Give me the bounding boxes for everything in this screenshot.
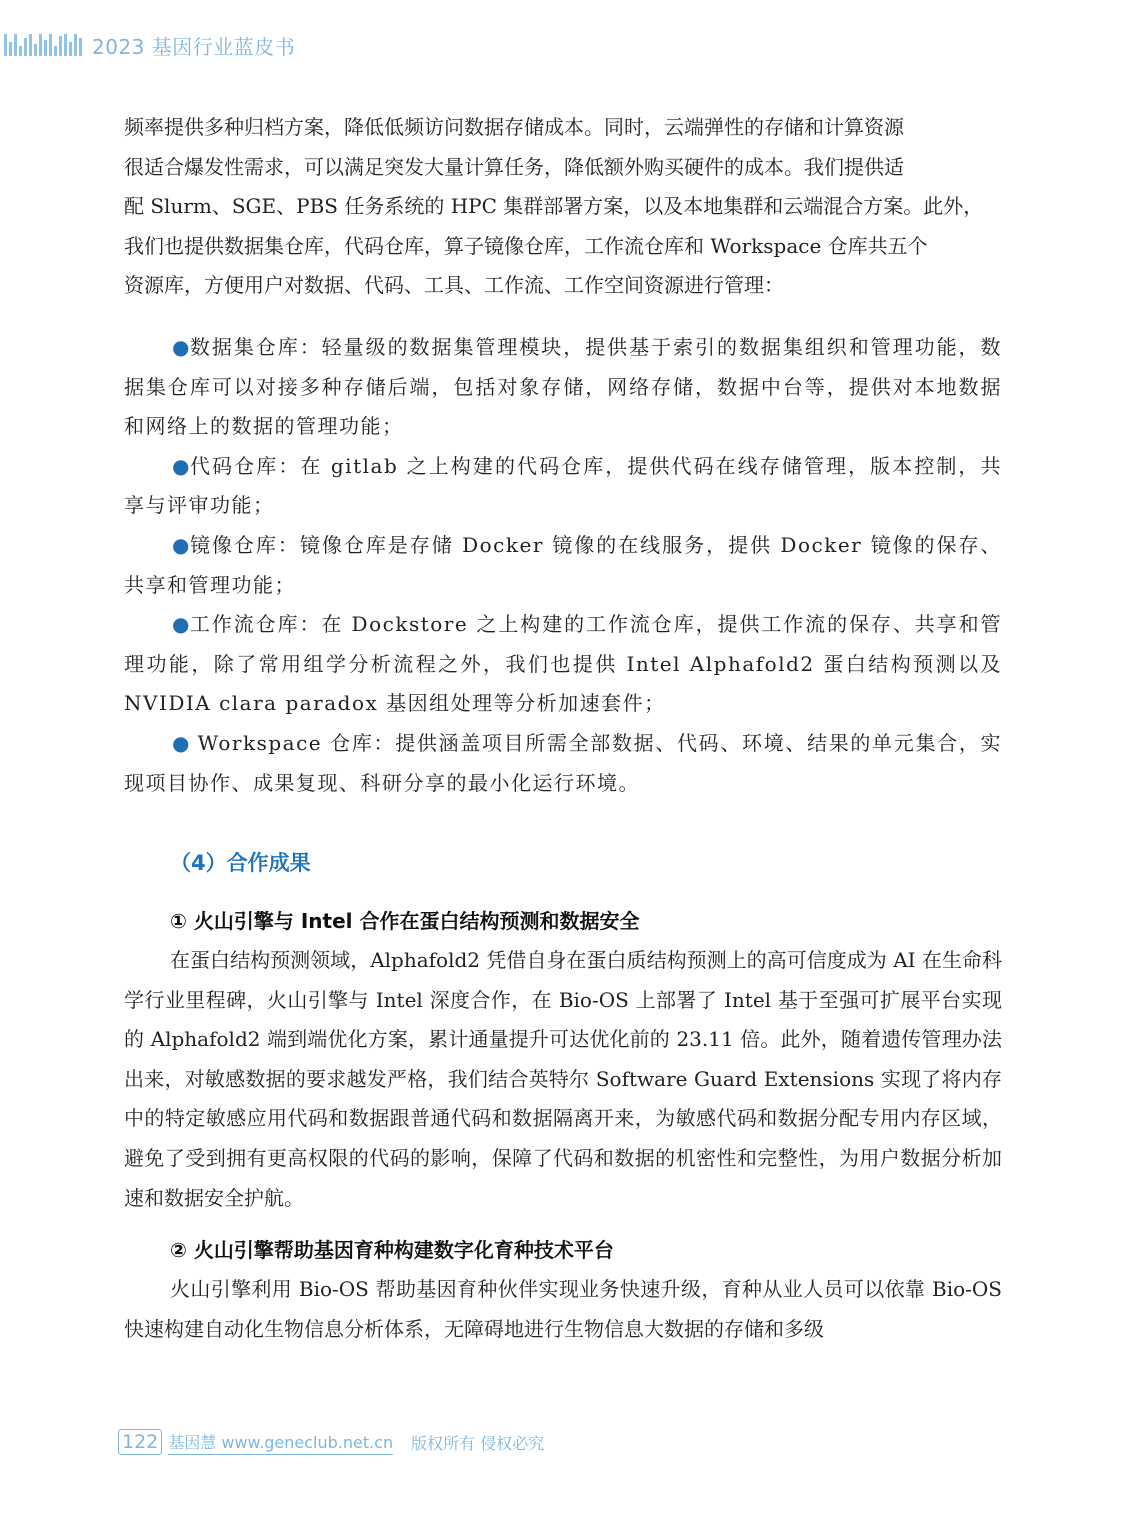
list-item (124, 328, 1002, 447)
intro-line: 配 Slurm、SGE、PBS 任务系统的 HPC 集群部署方案，以及本地集群和云端混合方案。此外， (124, 194, 984, 219)
list-item-text: 代码仓库：在 gitlab 之上构建的代码仓库，提供代码在线存储管理，版本控制，共享与评审功能； (124, 453, 1003, 518)
footer-site-link[interactable]: 基因慧 www.geneclub.net.cn (168, 1430, 393, 1455)
intro-line: 资源库，方便用户对数据、代码、工具、工作流、工作空间资源进行管理： (124, 273, 784, 298)
list-item-text: Workspace 仓库：提供涵盖项目所需全部数据、代码、环境、结果的单元集合，实现项目协作、成果复现、科研分享的最小化运行环境。 (124, 730, 1002, 795)
case-heading: ① 火山引擎与 Intel 合作在蛋白结构预测和数据安全 (170, 909, 640, 934)
running-header-title: 2023 基因行业蓝皮书 (92, 34, 296, 59)
page-body (124, 108, 1002, 1349)
page-header (0, 30, 295, 60)
intro-paragraph (124, 108, 1002, 306)
list-item (124, 605, 1002, 724)
list-item (124, 526, 1002, 605)
page-footer (118, 1428, 544, 1456)
section-heading: （4）合作成果 (170, 851, 311, 876)
repository-list (124, 328, 1002, 803)
list-item-text: 数据集仓库：轻量级的数据集管理模块，提供基于索引的数据集组织和管理功能，数据集仓库可以对接多种存储后端，包括对象存储，网络存储，数据中台等，提供对本地数据和网络上的数据的管理功能； (124, 334, 1003, 439)
list-item (124, 447, 1002, 526)
bullet-dot-icon: ● (172, 612, 190, 637)
bullet-dot-icon: ● (172, 532, 190, 557)
list-item-text: 工作流仓库：在 Dockstore 之上构建的工作流仓库，提供工作流的保存、共享和管理功能，除了常用组学分析流程之外，我们也提供 Intel Alphafold2 蛋白结构预测以及 NVIDIA clara paradox 基因组处理等分析加速套件； (124, 612, 1002, 716)
bullet-dot-icon: ● (172, 730, 190, 755)
bullet-dot-icon: ● (172, 453, 191, 478)
case-heading: ② 火山引擎帮助基因育种构建数字化育种技术平台 (170, 1238, 614, 1263)
case-body: 火山引擎利用 Bio-OS 帮助基因育种伙伴实现业务快速升级，育种从业人员可以依靠 Bio-OS 快速构建自动化生物信息分析体系，无障碍地进行生物信息大数据的存储和多级 (124, 1277, 1002, 1341)
list-item-text: 镜像仓库：镜像仓库是存储 Docker 镜像的在线服务，提供 Docker 镜像的保存、共享和管理功能； (124, 532, 1002, 597)
bullet-dot-icon: ● (172, 334, 190, 359)
case-body: 在蛋白结构预测领域，Alphafold2 凭借自身在蛋白质结构预测上的高可信度成为 AI 在生命科学行业里程碑，火山引擎与 Intel 深度合作，在 Bio-OS 上部署了 Intel 基于至强可扩展平台实现的 Alphafold2 端到端优化方案，累计通量提升可达优化前的 23.11 倍。此外，随着遗传管理办法出来，对敏感数据的要求越发严格，我们结合英特尔 Software Guard Extensions 实现了将内存中的特定敏感应用代码和数据跟普通代码和数据隔离开来，为敏感代码和数据分配专用内存区域，避免了受到拥有更高权限的代码的影响，保障了代码和数据的机密性和完整性，为用户数据分析加速和数据安全护航。 (124, 948, 1002, 1210)
list-item (124, 724, 1002, 803)
intro-line: 很适合爆发性需求，可以满足突发大量计算任务，降低额外购买硬件的成本。我们提供适 (124, 154, 904, 179)
page-number: 122 (118, 1429, 162, 1455)
intro-line: 我们也提供数据集仓库，代码仓库，算子镜像仓库，工作流仓库和 Workspace 仓库共五个 (124, 233, 928, 258)
intro-line: 频率提供多种归档方案，降低低频访问数据存储成本。同时，云端弹性的存储和计算资源 (124, 115, 904, 139)
header-barcode-decoration (4, 34, 82, 56)
footer-copyright: 版权所有 侵权必究 (411, 1433, 545, 1453)
